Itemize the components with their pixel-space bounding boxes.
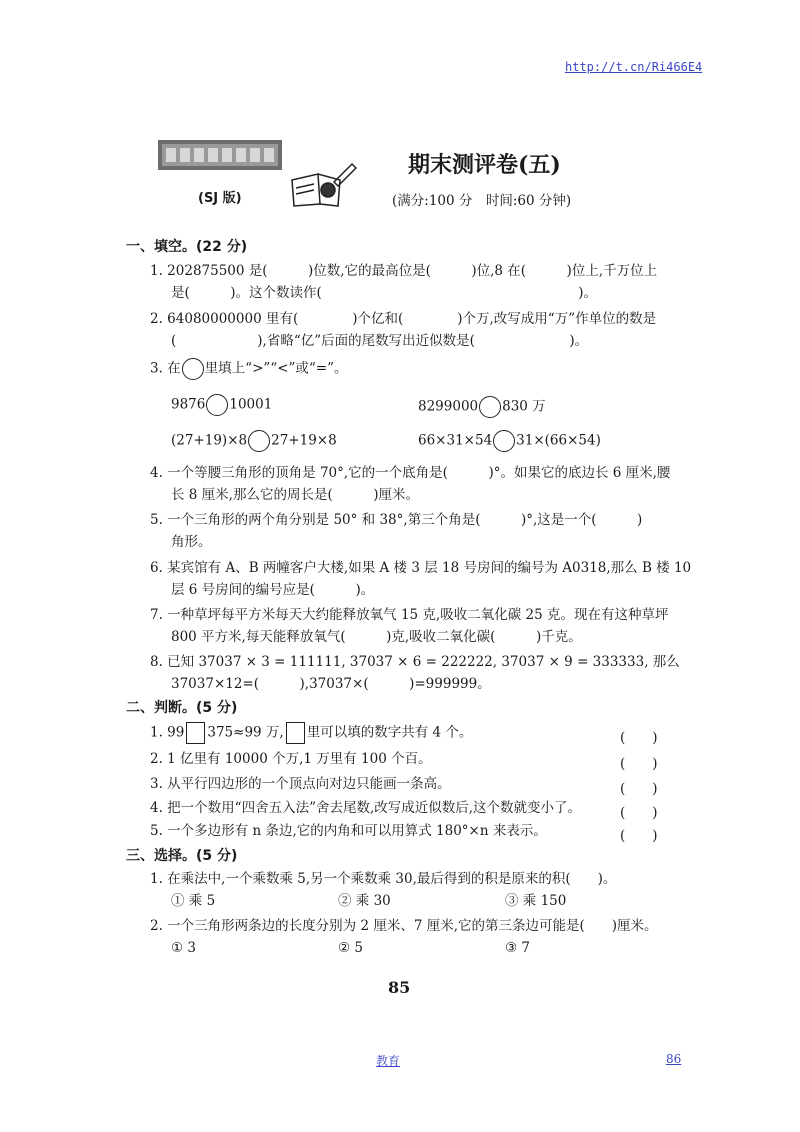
q3-instruction bbox=[150, 358, 348, 380]
q3-item-a bbox=[171, 394, 272, 416]
choice-2-option-1[interactable]: ① 3 bbox=[171, 940, 196, 956]
q3c-left: (27+19)×8 bbox=[171, 432, 248, 449]
choice-2: 2. 一个三角形两条边的长度分别为 2 厘米、7 厘米,它的第三条边可能是( )厘米。 bbox=[150, 918, 658, 934]
page-title: 期末测评卷(五) bbox=[408, 152, 561, 178]
choice-1-option-3[interactable]: ③ 乘 150 bbox=[505, 893, 567, 909]
edition-label: (SJ 版) bbox=[198, 191, 242, 206]
page-number: 85 bbox=[388, 978, 411, 997]
compare-circle[interactable] bbox=[182, 358, 204, 380]
judge-5: 5. 一个多边形有 n 条边,它的内角和可以用算式 180°×n 来表示。 bbox=[150, 823, 547, 839]
judge-1-answer[interactable]: ( ) bbox=[620, 730, 658, 746]
q5-line1: 5. 一个三角形的两个角分别是 50° 和 38°,第三个角是( )°,这是一个( ) bbox=[150, 512, 643, 528]
q3a-right: 10001 bbox=[229, 396, 273, 413]
q6-line1: 6. 某宾馆有 A、B 两幢客户大楼,如果 A 楼 3 层 18 号房间的编号为 A0318,那么 B 楼 10 bbox=[150, 560, 692, 576]
book-pen-icon bbox=[288, 160, 358, 210]
q3b-left: 8299000 bbox=[418, 398, 479, 415]
choice-1-option-1[interactable]: ① 乘 5 bbox=[171, 893, 216, 909]
section-fill-in-heading: 一、填空。(22 分) bbox=[126, 239, 248, 255]
q6-line2: 层 6 号房间的编号应是( )。 bbox=[171, 582, 375, 598]
compare-circle[interactable] bbox=[206, 394, 228, 416]
q2-line1: 2. 64080000000 里有( )个亿和( )个万,改写成用“万”作单位的数是 bbox=[150, 311, 657, 327]
q3b-right: 830 万 bbox=[502, 398, 546, 415]
q3d-left: 66×31×54 bbox=[418, 432, 493, 449]
judge-1 bbox=[150, 722, 472, 744]
footer-page-link[interactable]: 86 bbox=[666, 1052, 682, 1066]
section-choice-heading: 三、选择。(5 分) bbox=[126, 848, 238, 864]
q3c-right: 27+19×8 bbox=[271, 432, 337, 449]
compare-circle[interactable] bbox=[493, 430, 515, 452]
judge-4: 4. 把一个数用“四舍五入法”舍去尾数,改写成近似数后,这个数就变小了。 bbox=[150, 800, 582, 816]
judge-2: 2. 1 亿里有 10000 个万,1 万里有 100 个百。 bbox=[150, 751, 432, 767]
compare-circle[interactable] bbox=[479, 396, 501, 418]
judge-3: 3. 从平行四边形的一个顶点向对边只能画一条高。 bbox=[150, 776, 451, 792]
q7-line1: 7. 一种草坪每平方米每天大约能释放氧气 15 克,吸收二氧化碳 25 克。现在有这种草坪 bbox=[150, 607, 669, 623]
q8-line1: 8. 已知 37037 × 3 = 111111, 37037 × 6 = 222222, 37037 × 9 = 333333, 那么 bbox=[150, 654, 680, 670]
q2-line2: ( ),省略“亿”后面的尾数写出近似数是( )。 bbox=[171, 333, 589, 349]
judge-1-prefix: 1. 99 bbox=[150, 724, 185, 741]
q4-line1: 4. 一个等腰三角形的顶角是 70°,它的一个底角是( )°。如果它的底边长 6 厘米,腰 bbox=[150, 465, 671, 481]
q8-line2: 37037×12=( ),37037×( )=999999。 bbox=[171, 676, 491, 692]
judge-1-middle: 375≈99 万, bbox=[207, 724, 284, 741]
q3a-left: 9876 bbox=[171, 396, 206, 413]
q3-item-d bbox=[418, 430, 601, 452]
q3-prefix: 3. 在 bbox=[150, 360, 181, 377]
q4-line2: 长 8 厘米,那么它的周长是( )厘米。 bbox=[171, 487, 419, 503]
choice-2-option-2[interactable]: ② 5 bbox=[338, 940, 363, 956]
choice-1-option-2[interactable]: ② 乘 30 bbox=[338, 893, 391, 909]
digit-box[interactable] bbox=[286, 722, 305, 744]
judge-5-answer[interactable]: ( ) bbox=[620, 828, 658, 844]
judge-1-suffix: 里可以填的数字共有 4 个。 bbox=[306, 724, 473, 741]
footer-link-education[interactable]: 教育 bbox=[376, 1054, 401, 1068]
judge-2-answer[interactable]: ( ) bbox=[620, 756, 658, 772]
score-info: (满分:100 分 时间:60 分钟) bbox=[392, 193, 572, 209]
q1-line1: 1. 202875500 是( )位数,它的最高位是( )位,8 在( )位上,千万位上 bbox=[150, 263, 658, 279]
q1-line2: 是( )。这个数读作( )。 bbox=[171, 285, 598, 301]
q5-line2: 角形。 bbox=[171, 534, 212, 550]
q3-item-b bbox=[418, 396, 546, 418]
digit-box[interactable] bbox=[186, 722, 205, 744]
header-url-link[interactable]: http://t.cn/Ri466E4 bbox=[565, 60, 703, 74]
q3-suffix: 里填上“>”“<”或“=”。 bbox=[204, 360, 348, 377]
q7-line2: 800 平方米,每天能释放氧气( )克,吸收二氧化碳( )千克。 bbox=[171, 629, 582, 645]
q3-item-c bbox=[171, 430, 337, 452]
compare-circle[interactable] bbox=[248, 430, 270, 452]
judge-3-answer[interactable]: ( ) bbox=[620, 781, 658, 797]
judge-4-answer[interactable]: ( ) bbox=[620, 805, 658, 821]
section-judge-heading: 二、判断。(5 分) bbox=[126, 700, 238, 716]
choice-2-option-3[interactable]: ③ 7 bbox=[505, 940, 530, 956]
banner-stamp bbox=[158, 140, 282, 170]
choice-1: 1. 在乘法中,一个乘数乘 5,另一个乘数乘 30,最后得到的积是原来的积( )。 bbox=[150, 871, 617, 887]
q3d-right: 31×(66×54) bbox=[516, 432, 601, 449]
